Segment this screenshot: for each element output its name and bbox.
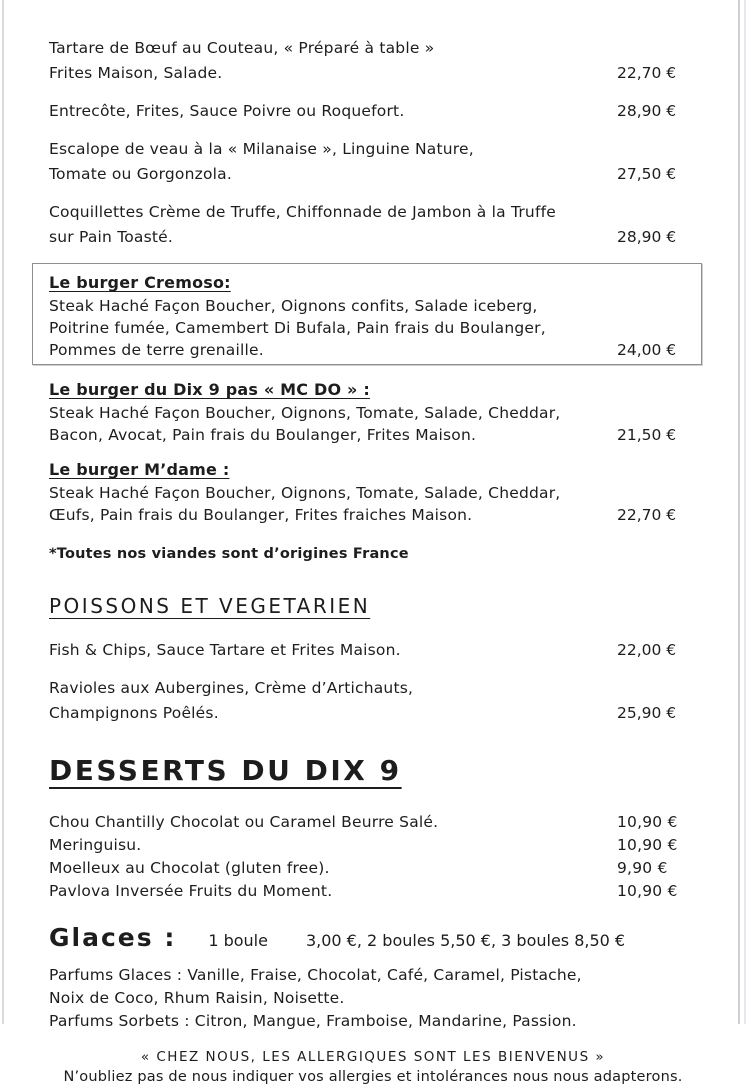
menu-item-coquillettes — [49, 200, 686, 250]
allergy-notice-detail: N’oubliez pas de nous indiquer vos allergies et intolérances nous nous adapterons. — [63, 1069, 683, 1085]
parfums-list — [49, 964, 686, 1033]
menu-item-escalope — [49, 137, 686, 187]
menu-item-text: Entrecôte, Frites, Sauce Poivre ou Roquefort. — [49, 102, 405, 120]
dessert-item-price: 10,90 € — [617, 813, 678, 831]
menu-item-text: Œufs, Pain frais du Boulanger, Frites fraiches Maison. — [49, 506, 473, 524]
section-heading-desserts: DESSERTS DU DIX 9 — [49, 754, 402, 787]
menu-item-text: Fish & Chips, Sauce Tartare et Frites Maison. — [49, 641, 401, 659]
menu-item-text: Coquillettes Crème de Truffe, Chiffonnade de Jambon à la Truffe — [49, 203, 556, 221]
menu-item-burger-mdame — [49, 458, 686, 526]
allergy-notice-headline: « CHEZ NOUS, LES ALLERGIQUES SONT LES BIENVENUS » — [140, 1049, 606, 1065]
menu-item-burger-cremoso — [49, 271, 701, 361]
menu-item-burger-mcdo — [49, 378, 686, 446]
menu-item-fish-chips — [49, 638, 686, 663]
dessert-item-text: Meringuisu. — [49, 836, 142, 854]
glaces-heading: Glaces : — [49, 923, 177, 952]
menu-item-text: Champignons Poêlés. — [49, 704, 219, 722]
menu-item-text: Frites Maison, Salade. — [49, 64, 223, 82]
menu-item-price: 22,70 € — [617, 64, 677, 82]
parfums-glaces-text: Parfums Glaces : Vanille, Fraise, Chocolat, Café, Caramel, Pistache, — [49, 966, 582, 984]
dessert-item — [49, 857, 686, 880]
dessert-item — [49, 811, 686, 834]
menu-item-ravioles — [49, 676, 686, 726]
menu-item-text: Pommes de terre grenaille. — [49, 341, 264, 359]
menu-item-text: Ravioles aux Aubergines, Crème d’Artichauts, — [49, 679, 414, 697]
dessert-item-text: Pavlova Inversée Fruits du Moment. — [49, 882, 333, 900]
menu-item-price: 28,90 € — [617, 228, 677, 246]
menu-item-tartare — [49, 36, 686, 86]
menu-item-price: 21,50 € — [617, 426, 677, 444]
section-heading-poissons: POISSONS ET VEGETARIEN — [49, 594, 371, 618]
page-edge-left — [2, 0, 4, 1024]
menu-item-text: Poitrine fumée, Camembert Di Bufala, Pain frais du Boulanger, — [49, 319, 546, 337]
menu-item-price: 28,90 € — [617, 102, 677, 120]
burger-title: Le burger M’dame : — [49, 460, 230, 479]
menu-item-text: Bacon, Avocat, Pain frais du Boulanger, Frites Maison. — [49, 426, 477, 444]
menu-item-price: 22,70 € — [617, 506, 677, 524]
menu-item-text: Steak Haché Façon Boucher, Oignons, Tomate, Salade, Cheddar, — [49, 484, 561, 502]
menu-item-text: sur Pain Toasté. — [49, 228, 174, 246]
menu-item-text: Escalope de veau à la « Milanaise », Linguine Nature, — [49, 140, 474, 158]
glaces-pricing: 3,00 €, 2 boules 5,50 €, 3 boules 8,50 € — [305, 931, 626, 950]
burger-cremoso-box — [32, 263, 702, 365]
menu-item-entrecote — [49, 99, 686, 124]
meat-origin-note: *Toutes nos viandes sont d’origines France — [49, 546, 409, 562]
dessert-item-price: 10,90 € — [617, 882, 678, 900]
glaces-row — [49, 923, 686, 952]
menu-item-price: 27,50 € — [617, 165, 677, 183]
menu-content — [49, 36, 686, 1085]
dessert-item-price: 9,90 € — [617, 859, 668, 877]
menu-item-text: Steak Haché Façon Boucher, Oignons, Tomate, Salade, Cheddar, — [49, 404, 561, 422]
dessert-item — [49, 880, 686, 903]
burger-title: Le burger du Dix 9 pas « MC DO » : — [49, 380, 370, 399]
dessert-item-text: Chou Chantilly Chocolat ou Caramel Beurre Salé. — [49, 813, 439, 831]
menu-item-price: 22,00 € — [617, 641, 677, 659]
dessert-item-text: Moelleux au Chocolat (gluten free). — [49, 859, 330, 877]
menu-item-text: Tomate ou Gorgonzola. — [49, 165, 232, 183]
menu-item-price: 24,00 € — [617, 341, 677, 359]
parfums-sorbets-text: Parfums Sorbets : Citron, Mangue, Framboise, Mandarine, Passion. — [49, 1012, 577, 1030]
allergy-notice — [28, 1049, 718, 1085]
dessert-item-price: 10,90 € — [617, 836, 678, 854]
menu-item-price: 25,90 € — [617, 704, 677, 722]
burger-title: Le burger Cremoso: — [49, 273, 231, 292]
parfums-glaces-text: Noix de Coco, Rhum Raisin, Noisette. — [49, 989, 345, 1007]
menu-item-text: Tartare de Bœuf au Couteau, « Préparé à table » — [49, 39, 435, 57]
page-edge-right — [738, 0, 740, 1024]
menu-item-text: Steak Haché Façon Boucher, Oignons confits, Salade iceberg, — [49, 297, 538, 315]
dessert-item — [49, 834, 686, 857]
glaces-portion: 1 boule — [208, 931, 268, 950]
